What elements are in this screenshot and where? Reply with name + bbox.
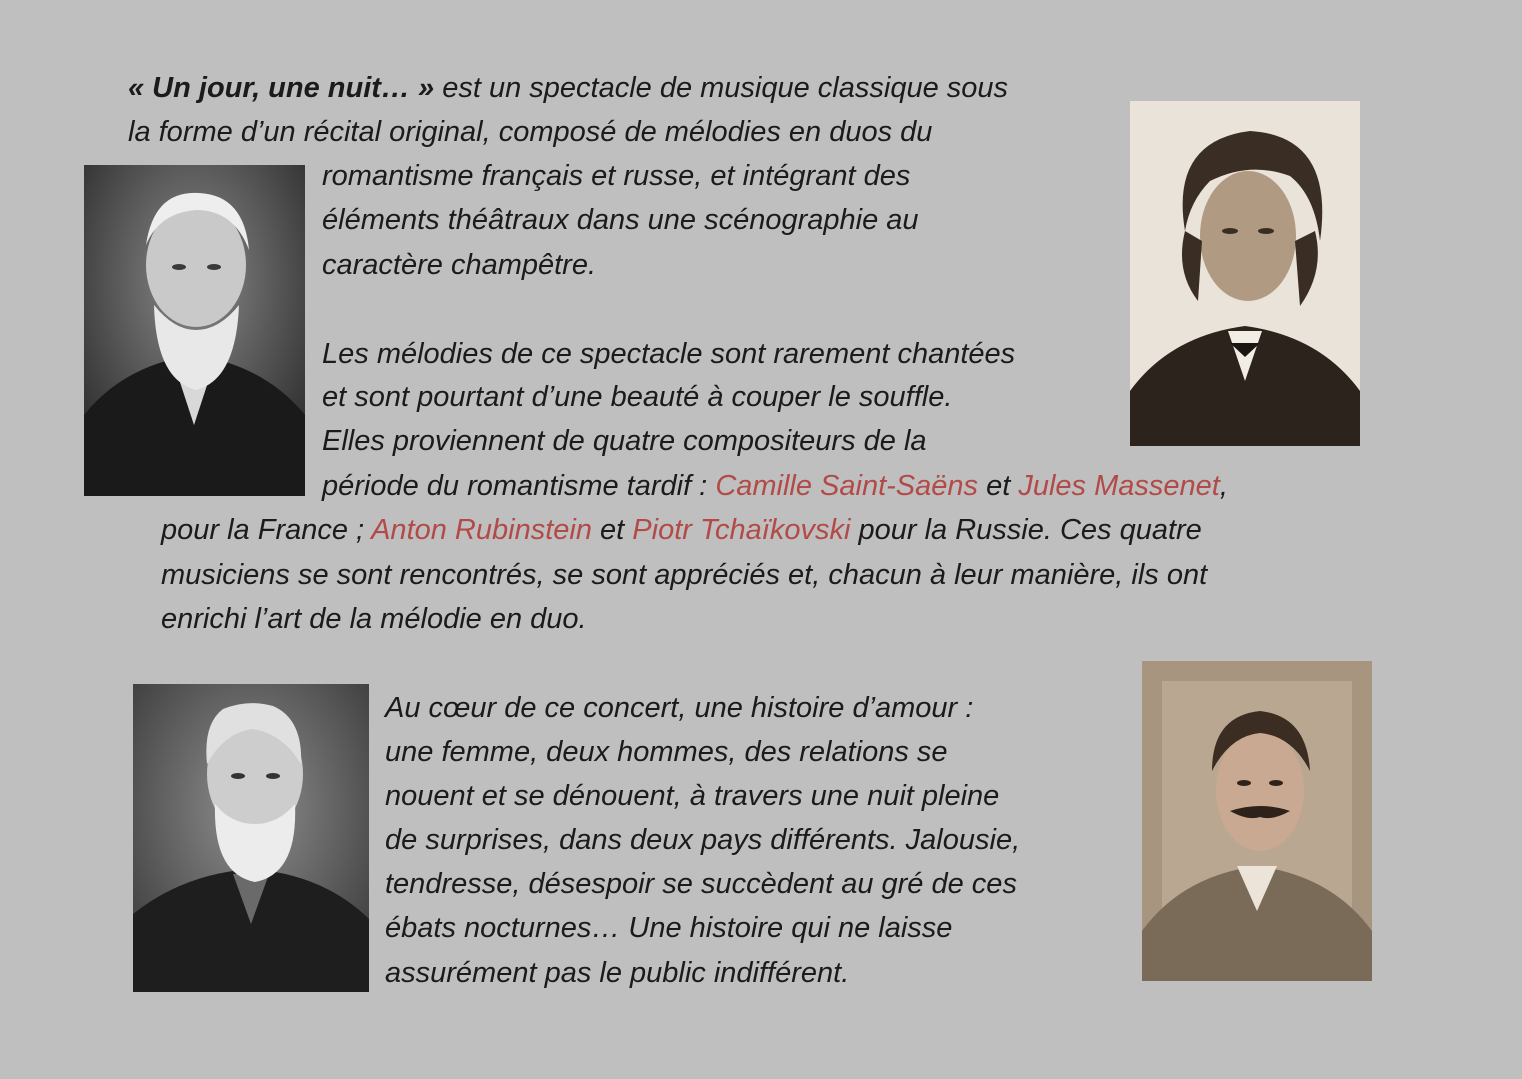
melodies-line-6: musiciens se sont rencontrés, se sont appréciés et, chacun à leur manière, ils ont <box>161 559 1208 591</box>
melodies-line-1: Les mélodies de ce spectacle sont rarement chantées <box>322 338 1016 370</box>
melodies-line-4 <box>322 464 1228 508</box>
composer-name-rubinstein: Anton Rubinstein <box>371 514 592 546</box>
story-line-7: assurément pas le public indifférent. <box>385 957 850 989</box>
saint-saens-portrait <box>133 684 369 992</box>
melodies-line-5 <box>161 508 1202 552</box>
intro-line-4: éléments théâtraux dans une scénographie au <box>322 204 919 236</box>
intro-line-5: caractère champêtre. <box>322 249 597 281</box>
intro-line-2: la forme d’un récital original, composé de mélodies en duos du <box>128 116 933 148</box>
conjunction-et: et <box>591 514 633 546</box>
composer-name-saint-saens: Camille Saint-Saëns <box>715 470 979 502</box>
composer-name-tchaikovski: Piotr Tchaïkovski <box>632 514 851 546</box>
rubinstein-portrait <box>1130 101 1360 446</box>
melodies-line-5-text: pour la France ; <box>161 514 372 546</box>
melodies-line-4-text: période du romantisme tardif : <box>322 470 716 502</box>
tchaikovsky-portrait <box>84 165 305 496</box>
massenet-portrait <box>1142 661 1372 981</box>
intro-line-3: romantisme français et russe, et intégrant des <box>322 160 911 192</box>
story-line-4: de surprises, dans deux pays différents. Jalousie, <box>385 824 1021 856</box>
story-line-1: Au cœur de ce concert, une histoire d’amour : <box>385 692 974 724</box>
story-line-2: une femme, deux hommes, des relations se <box>385 736 948 768</box>
intro-line-1 <box>128 66 1008 110</box>
melodies-line-5-end: pour la Russie. Ces quatre <box>850 514 1202 546</box>
story-line-6: ébats nocturnes… Une histoire qui ne laisse <box>385 912 953 944</box>
conjunction-et: et <box>978 470 1019 502</box>
composer-name-massenet: Jules Massenet <box>1018 470 1220 502</box>
intro-line-1-text: est un spectacle de musique classique sous <box>434 72 1009 104</box>
melodies-line-7: enrichi l’art de la mélodie en duo. <box>161 603 587 635</box>
story-line-5: tendresse, désespoir se succèdent au gré de ces <box>385 868 1017 900</box>
story-line-3: nouent et se dénouent, à travers une nuit pleine <box>385 780 1000 812</box>
melodies-line-3: Elles proviennent de quatre compositeurs de la <box>322 425 927 457</box>
comma: , <box>1219 470 1228 502</box>
melodies-line-2: et sont pourtant d’une beauté à couper le souffle. <box>322 381 953 413</box>
show-title: « Un jour, une nuit… » <box>128 72 435 104</box>
